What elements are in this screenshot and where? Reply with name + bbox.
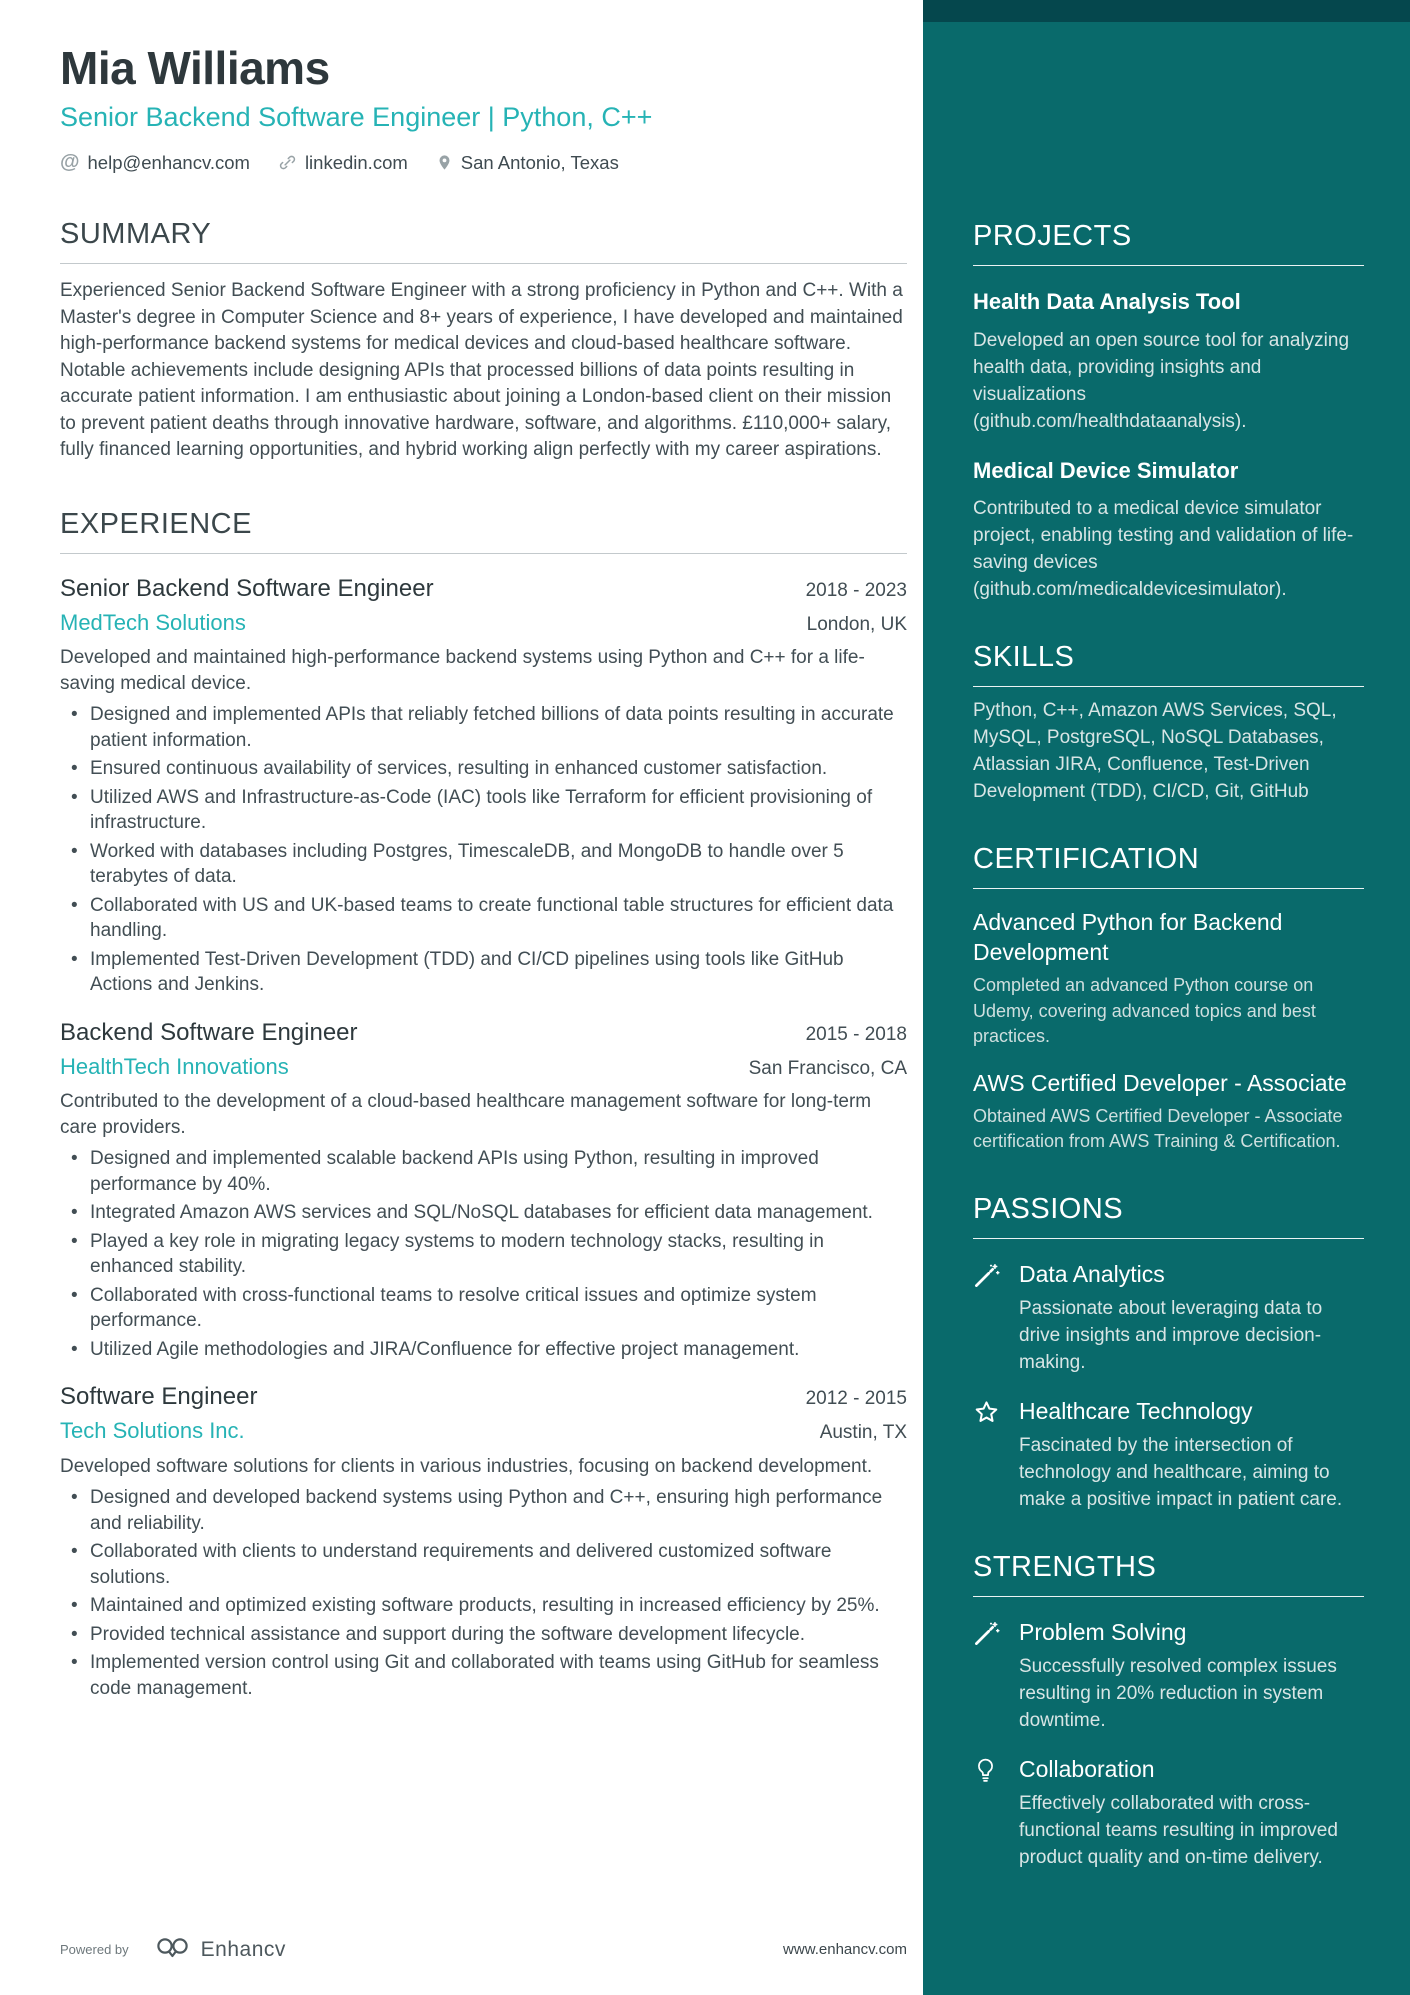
- contact-email-text: help@enhancv.com: [87, 151, 250, 173]
- job-bullet: • Played a key role in migrating legacy systems to modern technology stacks, resulting in enhanced stability.: [60, 1229, 907, 1280]
- job-bullet-list: [60, 1485, 907, 1701]
- strength-title: Problem Solving: [1019, 1618, 1187, 1645]
- powered-by-label: Powered by: [60, 1942, 129, 1957]
- job-bullet: • Collaborated with US and UK-based teams to create functional table structures for efficient data handling.: [60, 893, 907, 944]
- person-name: Mia Williams: [60, 42, 330, 94]
- bulb-icon: [973, 1757, 1000, 1784]
- passions-heading: PASSIONS: [973, 1193, 1364, 1239]
- experience-entry-3: [60, 1382, 907, 1701]
- skills-heading: SKILLS: [973, 641, 1364, 687]
- project-text: Contributed to a medical device simulator project, enabling testing and validation of life-saving devices (github.com/medicaldevicesimulator).: [973, 498, 1354, 601]
- passion-text: Passionate about leveraging data to drive insights and improve decision-making.: [1019, 1297, 1323, 1373]
- location-icon: [436, 153, 453, 172]
- summary-section: [60, 174, 907, 464]
- job-bullet: • Implemented Test-Driven Development (TDD) and CI/CD pipelines using tools like GitHub Actions and Jenkins.: [60, 947, 907, 998]
- job-subhead: [60, 1412, 907, 1445]
- projects-section: [973, 220, 1364, 603]
- person-title: Senior Backend Software Engineer | Python, C++: [60, 101, 653, 132]
- job-bullet: • Ensured continuous availability of services, resulting in enhanced customer satisfaction.: [60, 756, 907, 782]
- experience-entry-2: [60, 1018, 907, 1363]
- footer: [60, 1908, 907, 1965]
- skills-section: [973, 641, 1364, 805]
- certification-text: Obtained AWS Certified Developer - Associate certification from AWS Training & Certification.: [973, 1105, 1343, 1152]
- job-title: Software Engineer: [60, 1383, 258, 1411]
- resume-header: [60, 44, 907, 174]
- contact-email[interactable]: [60, 151, 250, 174]
- certification-title: AWS Certified Developer - Associate: [973, 1069, 1347, 1096]
- job-bullet: • Designed and implemented APIs that reliably fetched billions of data points resulting in accurate patient information.: [60, 702, 907, 753]
- contact-linkedin[interactable]: [278, 152, 408, 174]
- wand-icon: [973, 1620, 1000, 1647]
- contact-row: [60, 151, 907, 174]
- at-icon: @: [60, 151, 80, 174]
- certification-heading: CERTIFICATION: [973, 843, 1364, 889]
- wand-icon: [973, 1262, 1000, 1289]
- strengths-section: [973, 1551, 1364, 1871]
- job-subhead: [60, 1048, 907, 1081]
- certification-title: Advanced Python for Backend Development: [973, 909, 1283, 966]
- summary-text: Experienced Senior Backend Software Engineer with a strong proficiency in Python and C++. With a Master's degree in Computer Science and 8+ years of experience, I have developed and maintained high-performance backend systems for medical devices and cloud-based healthcare software. Notable achievements include designing APIs that processed billions of data points resulting in accurate patient information. I am enthusiastic about joining a London-based client on their mission to prevent patient deaths through innovative hardware, software, and algorithms. £110,000+ salary, fully financed learning opportunities, and hybrid working align perfectly with my career aspirations.: [60, 280, 903, 461]
- strength-item: [973, 1754, 1364, 1871]
- job-head: [60, 1018, 907, 1048]
- project-text: Developed an open source tool for analyzing health data, providing insights and visualizations (github.com/healthdataanalysis).: [973, 329, 1350, 432]
- passion-title: Data Analytics: [1019, 1260, 1165, 1287]
- strengths-heading: STRENGTHS: [973, 1551, 1364, 1597]
- job-bullet-list: [60, 1146, 907, 1362]
- strength-title: Collaboration: [1019, 1755, 1155, 1782]
- passion-item: [973, 1396, 1364, 1513]
- sidebar-content: [923, 22, 1410, 1911]
- job-head: [60, 574, 907, 604]
- strength-item: [973, 1617, 1364, 1734]
- job-location: San Francisco, CA: [748, 1057, 907, 1079]
- summary-heading: SUMMARY: [60, 218, 907, 264]
- project-title: Health Data Analysis Tool: [973, 289, 1241, 314]
- job-description: Developed and maintained high-performance backend systems using Python and C++ for a life-saving medical device.: [60, 647, 865, 694]
- job-bullet: • Maintained and optimized existing software products, resulting in increased efficiency by 25%.: [60, 1593, 907, 1619]
- job-head: [60, 1382, 907, 1412]
- contact-linkedin-text: linkedin.com: [304, 151, 408, 173]
- job-title: Backend Software Engineer: [60, 1018, 358, 1046]
- job-bullet: • Utilized AWS and Infrastructure-as-Code (IAC) tools like Terraform for efficient provisioning of infrastructure.: [60, 785, 907, 836]
- job-dates: 2012 - 2015: [805, 1388, 907, 1410]
- job-bullet-list: [60, 702, 907, 998]
- sidebar-column: [923, 0, 1410, 1995]
- job-company: MedTech Solutions: [60, 609, 246, 635]
- enhancv-brand-text: Enhancv: [200, 1937, 286, 1961]
- project-title: Medical Device Simulator: [973, 457, 1239, 483]
- strength-text: Successfully resolved complex issues resulting in 20% reduction in system downtime.: [1019, 1655, 1337, 1731]
- strength-text: Effectively collaborated with cross-functional teams resulting in improved product quality and on-time delivery.: [1019, 1792, 1338, 1868]
- job-dates: 2018 - 2023: [805, 579, 907, 601]
- contact-location-text: San Antonio, Texas: [460, 151, 619, 173]
- job-location: Austin, TX: [819, 1422, 907, 1444]
- experience-entry-1: [60, 574, 907, 998]
- passion-text: Fascinated by the intersection of technology and healthcare, aiming to make a positive impact in patient care.: [1019, 1434, 1343, 1510]
- job-dates: 2015 - 2018: [805, 1023, 907, 1045]
- job-title: Senior Backend Software Engineer: [60, 574, 434, 602]
- job-bullet: • Integrated Amazon AWS services and SQL/NoSQL databases for efficient data management.: [60, 1200, 907, 1226]
- passion-item: [973, 1259, 1364, 1376]
- projects-heading: PROJECTS: [973, 220, 1364, 266]
- job-bullet: • Utilized Agile methodologies and JIRA/Confluence for effective project management.: [60, 1337, 907, 1363]
- job-company: Tech Solutions Inc.: [60, 1418, 245, 1444]
- experience-section: [60, 464, 907, 1705]
- job-bullet: • Provided technical assistance and support during the software development lifecycle.: [60, 1622, 907, 1648]
- passions-section: [973, 1193, 1364, 1513]
- star-icon: [973, 1399, 1000, 1426]
- job-bullet: • Designed and developed backend systems using Python and C++, ensuring high performance and reliability.: [60, 1485, 907, 1536]
- footer-url[interactable]: www.enhancv.com: [783, 1941, 907, 1958]
- job-bullet: • Collaborated with clients to understand requirements and delivered customized software solutions.: [60, 1539, 907, 1590]
- job-bullet: • Worked with databases including Postgres, TimescaleDB, and MongoDB to handle over 5 terabytes of data.: [60, 839, 907, 890]
- enhancv-brand-link[interactable]: [155, 1934, 286, 1965]
- contact-location: [436, 152, 619, 174]
- sidebar-top-band: [923, 0, 1410, 22]
- job-bullet: • Designed and implemented scalable backend APIs using Python, resulting in improved performance by 40%.: [60, 1146, 907, 1197]
- certification-section: [973, 843, 1364, 1155]
- job-bullet: • Implemented version control using Git and collaborated with teams using GitHub for seamless code management.: [60, 1650, 907, 1701]
- skills-text: Python, C++, Amazon AWS Services, SQL, MySQL, PostgreSQL, NoSQL Databases, Atlassian JIRA, Confluence, Test-Driven Development (TDD), CI/CD, Git, GitHub: [973, 700, 1337, 803]
- job-bullet: • Collaborated with cross-functional teams to resolve critical issues and optimize system performance.: [60, 1283, 907, 1334]
- passion-title: Healthcare Technology: [1019, 1397, 1253, 1424]
- job-description: Developed software solutions for clients in various industries, focusing on backend development.: [60, 1455, 873, 1477]
- job-subhead: [60, 604, 907, 637]
- enhancv-logo-icon: [155, 1934, 191, 1965]
- job-location: London, UK: [806, 613, 907, 635]
- job-description: Contributed to the development of a cloud-based healthcare management software for long-term care providers.: [60, 1091, 872, 1138]
- link-icon: [278, 153, 297, 172]
- job-company: HealthTech Innovations: [60, 1053, 289, 1079]
- experience-heading: EXPERIENCE: [60, 508, 907, 554]
- certification-text: Completed an advanced Python course on Udemy, covering advanced topics and best practices.: [973, 975, 1316, 1047]
